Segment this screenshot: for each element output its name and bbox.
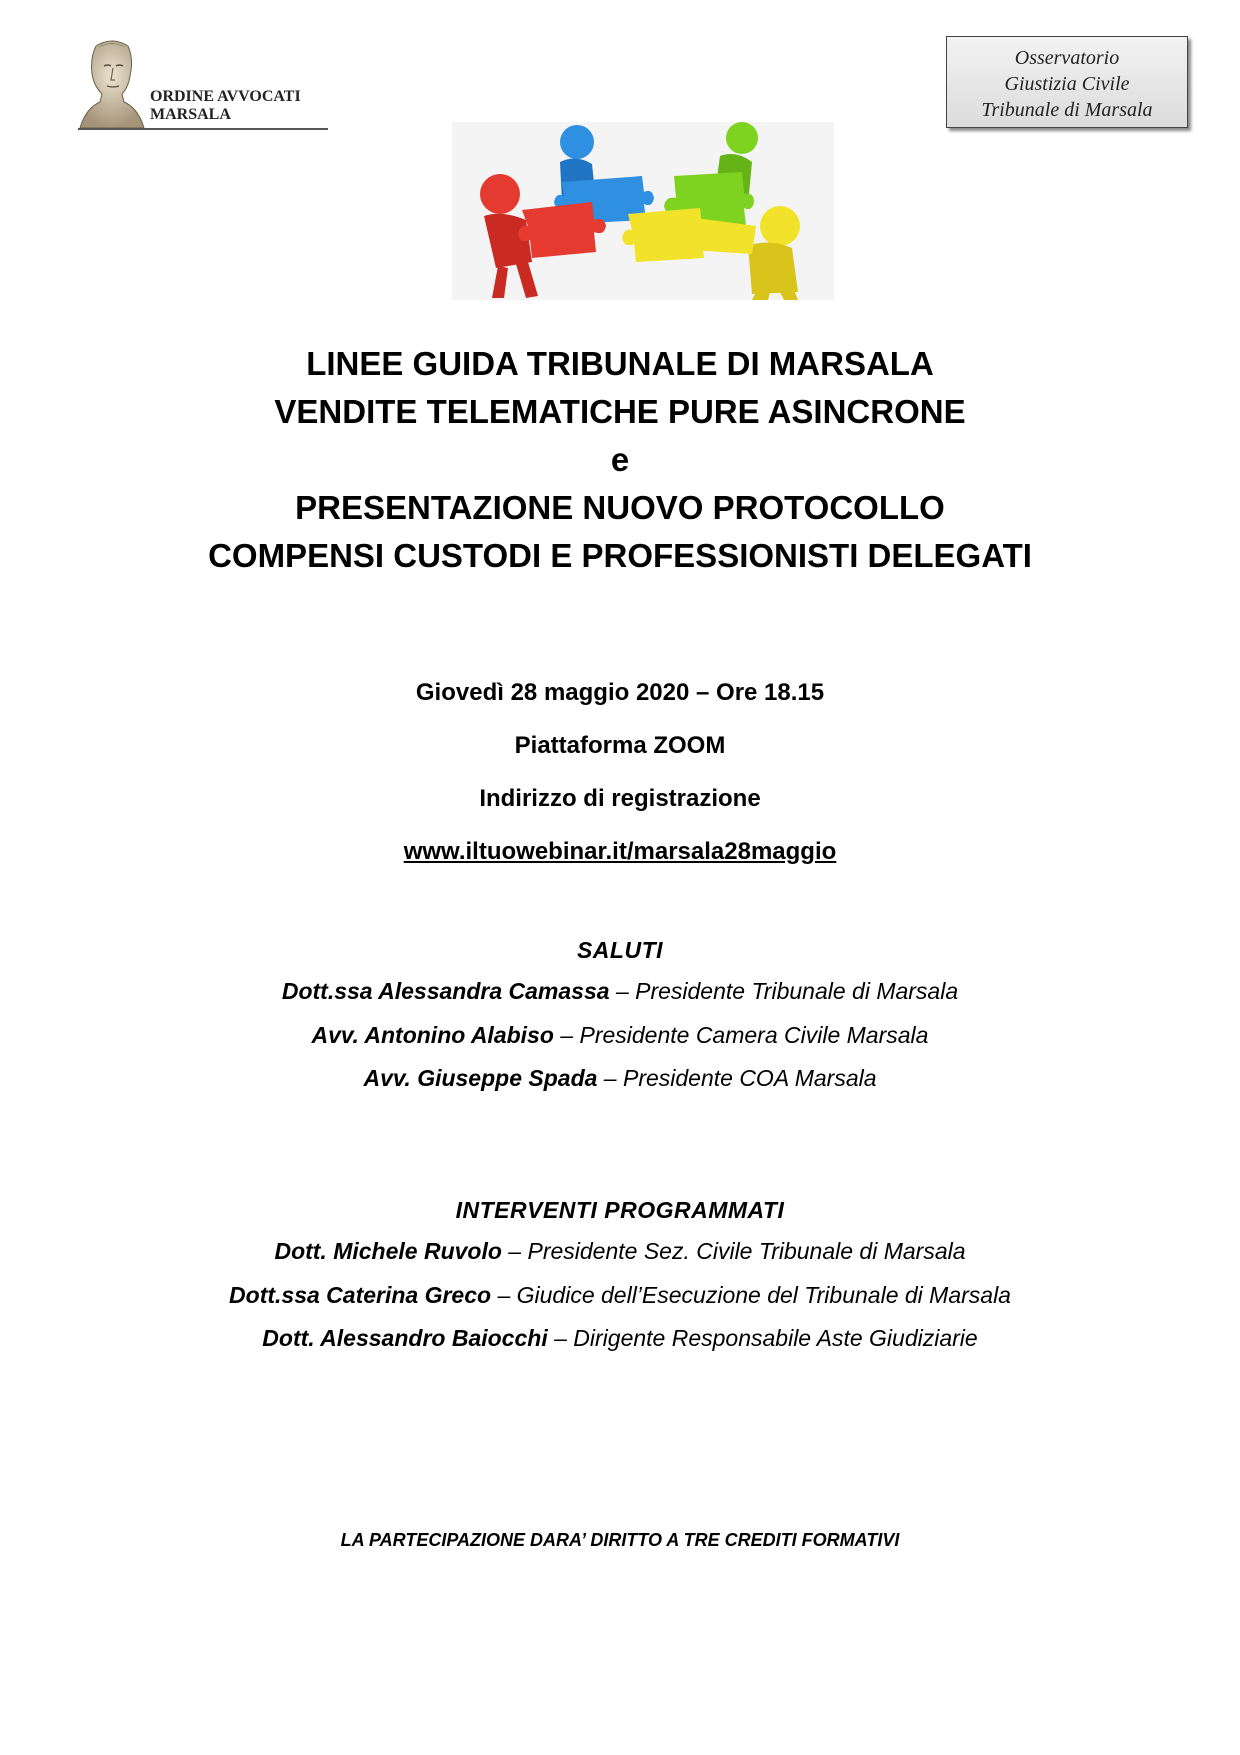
saluti-section: [80, 930, 1160, 1101]
coa-logo: [78, 36, 330, 132]
speaker-role: – Presidente Tribunale di Marsala: [615, 978, 959, 1004]
event-datetime: Giovedì 28 maggio 2020 – Ore 18.15: [415, 679, 825, 706]
interventi-speaker: [80, 1317, 1160, 1361]
title-line-5: COMPENSI CUSTODI E PROFESSIONISTI DELEGATI: [208, 537, 1032, 574]
saluti-heading: SALUTI: [576, 937, 664, 963]
speaker-name: Dott.ssa Caterina Greco: [229, 1281, 492, 1308]
speaker-name: Dott. Michele Ruvolo: [274, 1238, 502, 1264]
title-line-1: LINEE GUIDA TRIBUNALE DI MARSALA: [306, 345, 934, 382]
observatory-badge: [946, 36, 1188, 128]
title-line-4: PRESENTAZIONE NUOVO PROTOCOLLO: [295, 489, 945, 526]
saluti-speaker: [80, 970, 1160, 1014]
registration-link[interactable]: www.iltuowebinar.it/marsala28maggio: [403, 838, 837, 865]
saluti-speaker: [80, 1014, 1160, 1058]
event-platform: Piattaforma ZOOM: [514, 732, 726, 759]
title-line-2: VENDITE TELEMATICHE PURE ASINCRONE: [274, 393, 966, 430]
bust-logo-icon: [78, 36, 146, 128]
speaker-name: Avv. Antonino Alabiso: [311, 1021, 554, 1048]
document-title: [120, 340, 1120, 580]
observatory-line3: Tribunale di Marsala: [981, 99, 1153, 121]
speaker-role: – Giudice dell’Esecuzione del Tribunale di Marsala: [497, 1281, 1011, 1308]
credits-note: LA PARTECIPAZIONE DARA’ DIRITTO A TRE CREDITI FORMATIVI: [340, 1530, 900, 1550]
speaker-role: – Dirigente Responsabile Aste Giudiziarie: [554, 1325, 978, 1351]
speaker-name: Avv. Giuseppe Spada: [363, 1065, 598, 1091]
interventi-speaker: [80, 1274, 1160, 1318]
title-line-3: e: [610, 441, 630, 478]
speaker-role: – Presidente Camera Civile Marsala: [560, 1021, 929, 1048]
observatory-line2: Giustizia Civile: [1004, 73, 1130, 95]
interventi-heading: INTERVENTI PROGRAMMATI: [455, 1197, 785, 1223]
coa-logo-line2: MARSALA: [150, 106, 231, 123]
event-info: [120, 666, 1120, 878]
speaker-role: – Presidente Sez. Civile Tribunale di Marsala: [508, 1238, 966, 1264]
speaker-role: – Presidente COA Marsala: [603, 1065, 877, 1091]
coa-logo-text: [150, 88, 301, 124]
saluti-speaker: [80, 1057, 1160, 1101]
coa-logo-line1: ORDINE AVVOCATI: [150, 88, 301, 105]
speaker-name: Dott.ssa Alessandra Camassa: [281, 978, 610, 1004]
observatory-line1: Osservatorio: [1014, 47, 1120, 69]
interventi-speaker: [80, 1230, 1160, 1274]
registration-label: Indirizzo di registrazione: [479, 785, 761, 812]
interventi-section: [80, 1190, 1160, 1361]
logo-underline: [78, 128, 328, 130]
puzzle-people-illustration: [452, 122, 834, 300]
speaker-name: Dott. Alessandro Baiocchi: [262, 1325, 548, 1351]
